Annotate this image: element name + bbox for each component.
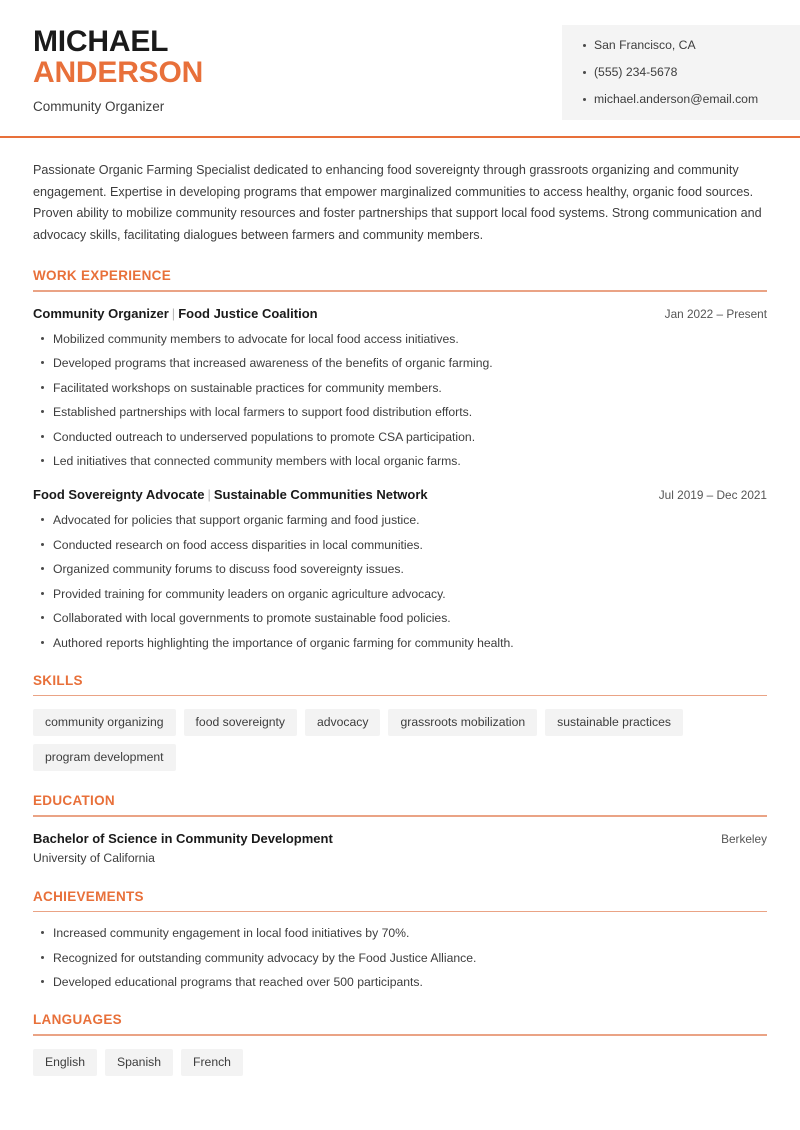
experience-organization: Sustainable Communities Network [213,487,428,502]
list-item: Provided training for community leaders on organic agriculture advocacy. [33,586,767,602]
section-title-education: EDUCATION [33,793,115,808]
section-rule [33,695,767,697]
skill-chip: food sovereignty [184,709,297,736]
contact-box [562,25,800,120]
list-item: Collaborated with local governments to promote sustainable food policies. [33,610,767,626]
contact-item-location: San Francisco, CA [582,38,800,53]
section-title-languages: LANGUAGES [33,1012,122,1027]
language-chip: English [33,1049,97,1076]
professional-summary: Passionate Organic Farming Specialist dedicated to enhancing food sovereignty through grassroots organizing and community engagement. Expertise in developing programs that empower marginalized communities to access healthy, organic food sources. Proven ability to mobilize community resources and foster partnerships that support local food systems. Strong communication and advocacy skills, facilitating dialogues between farmers and community members. [33,163,762,242]
experience-role: Food Sovereignty Advocate [33,487,205,502]
section-work-experience [33,268,767,651]
section-rule [33,1034,767,1036]
job-title: Community Organizer [33,99,165,114]
header-identity [0,0,203,116]
list-item: Led initiatives that connected community members with local organic farms. [33,453,767,469]
list-item: Conducted research on food access disparities in local communities. [33,537,767,553]
list-item: Conducted outreach to underserved populations to promote CSA participation. [33,429,767,445]
experience-organization: Food Justice Coalition [178,305,318,321]
experience-title [33,486,428,504]
section-languages [33,1012,767,1076]
skill-chip: advocacy [305,709,381,736]
experience-entry [33,486,767,651]
section-title-achievements: ACHIEVEMENTS [33,888,144,904]
contact-item-email[interactable]: michael.anderson@email.com [582,92,800,107]
list-item: Authored reports highlighting the importance of organic farming for community health. [33,635,767,651]
skill-chip: sustainable practices [545,709,683,736]
list-item: Advocated for policies that support organic farming and food justice. [33,512,767,528]
section-title-skills: SKILLS [33,672,83,688]
section-rule [33,815,767,817]
list-item: Established partnerships with local farmers to support food distribution efforts. [33,404,767,420]
education-degree: Bachelor of Science in Community Development [33,830,333,846]
experience-title [33,305,318,323]
education-entry [33,830,767,867]
achievements-list [33,925,767,990]
title-separator: | [207,487,211,502]
section-rule [33,911,767,913]
language-chip: French [181,1049,243,1076]
list-item: Developed educational programs that reached over 500 participants. [33,974,767,990]
education-entry-header [33,830,767,848]
experience-bullets [33,331,767,470]
list-item: Facilitated workshops on sustainable practices for community members. [33,380,767,396]
experience-date: Jan 2022 – Present [664,306,767,321]
resume-body [0,136,800,1076]
skill-chip: program development [33,744,176,771]
title-separator: | [171,305,176,321]
education-school: University of California [33,850,155,865]
list-item: Developed programs that increased awareness of the benefits of organic farming. [33,355,767,371]
full-name [33,26,203,88]
section-skills [33,673,767,772]
header-divider [0,136,800,138]
last-name: ANDERSON [33,56,204,89]
section-education [33,793,767,867]
section-achievements [33,889,767,991]
skill-chip: grassroots mobilization [388,709,537,736]
first-name: MICHAEL [33,25,169,58]
experience-entry-header [33,486,767,504]
resume-header [0,0,800,136]
experience-entry [33,305,767,470]
list-item: Organized community forums to discuss food sovereignty issues. [33,561,767,577]
list-item: Mobilized community members to advocate for local food access initiatives. [33,331,767,347]
education-location: Berkeley [721,831,767,846]
section-title-work-experience: WORK EXPERIENCE [33,268,172,283]
experience-entry-header [33,305,767,323]
experience-role: Community Organizer [33,305,169,321]
section-rule [33,290,767,292]
experience-bullets [33,512,767,651]
skill-chip: community organizing [33,709,176,736]
language-chip: Spanish [105,1049,173,1076]
contact-item-phone[interactable]: (555) 234-5678 [582,65,800,80]
list-item: Increased community engagement in local food initiatives by 70%. [33,925,767,941]
languages-chip-list [33,1049,767,1076]
skills-chip-list [33,709,767,771]
contact-list [582,38,800,107]
list-item: Recognized for outstanding community advocacy by the Food Justice Alliance. [33,950,767,966]
experience-date: Jul 2019 – Dec 2021 [658,488,767,502]
